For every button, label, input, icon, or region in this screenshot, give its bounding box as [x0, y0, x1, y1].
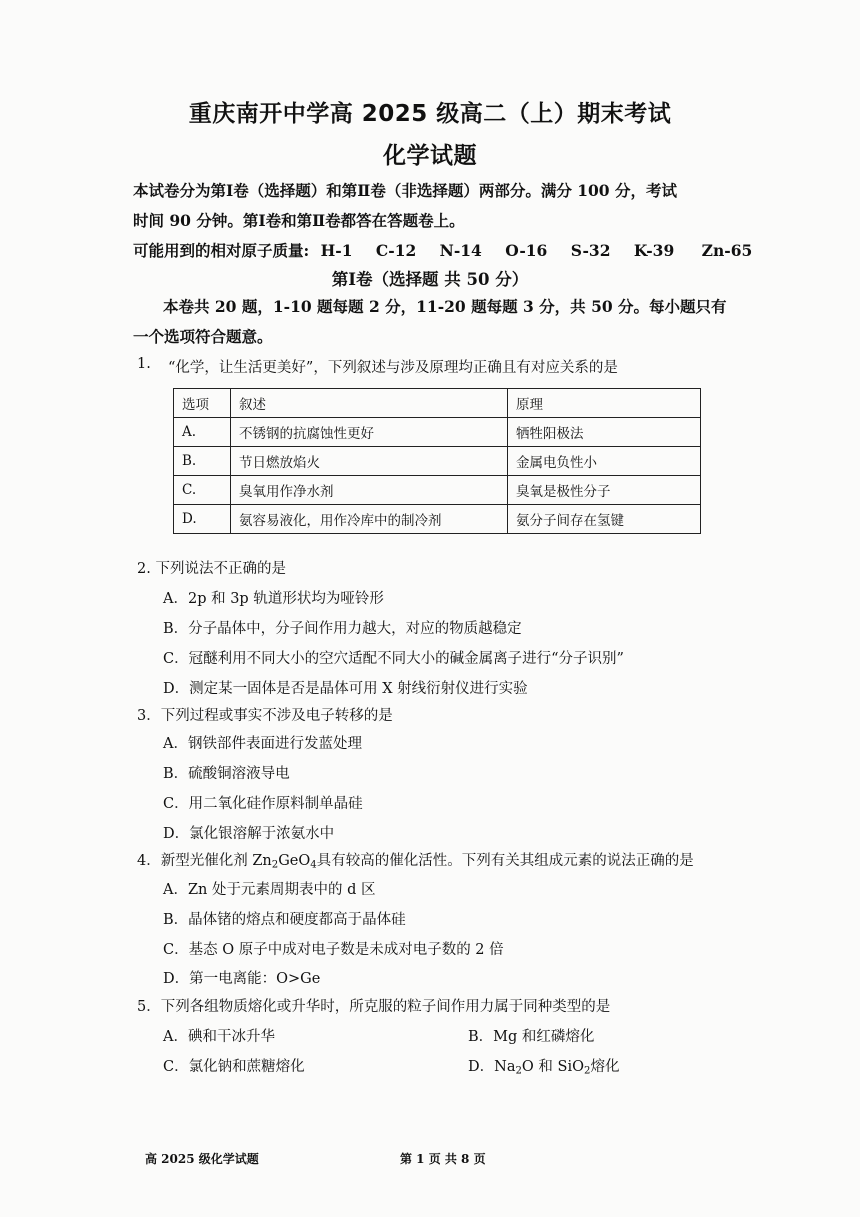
footer-left: 高 2025 级化学试题: [145, 1152, 259, 1166]
q3-option-a: A．钢铁部件表面进行发蓝处理: [163, 736, 362, 752]
table-row: [174, 418, 701, 447]
table-row: [174, 447, 701, 476]
q4-stem: [137, 849, 694, 870]
table-row: [174, 505, 701, 534]
q5-option-d-sub1: 2: [515, 1065, 522, 1077]
page-number: 第 1 页 共 8 页: [400, 1152, 486, 1166]
atomic-mass-k: K-39: [633, 241, 675, 260]
q5-option-b: B．Mg 和红磷熔化: [468, 1029, 595, 1045]
q2-option-d: D．测定某一固体是否是晶体可用 X 射线衍射仪进行实验: [163, 681, 528, 697]
q2-option-c: C．冠醚利用不同大小的空穴适配不同大小的碱金属离子进行“分子识别”: [163, 651, 624, 667]
table-cell: 金属电负性小: [508, 447, 701, 476]
table-cell: 氨分子间存在氢键: [508, 505, 701, 534]
q3-option-d: D．氯化银溶解于浓氨水中: [163, 826, 335, 842]
q5-stem: 5．下列各组物质熔化或升华时，所克服的粒子间作用力属于同种类型的是: [137, 999, 611, 1015]
table-cell: C.: [174, 476, 231, 505]
q4-stem-sub1: 2: [271, 859, 279, 871]
q5-option-d-pre: D．Na: [468, 1059, 516, 1075]
exam-subtitle: 化学试题: [383, 143, 477, 169]
atomic-mass-n: N-14: [439, 241, 482, 260]
q1-stem: “化学，让生活更美好”，下列叙述与涉及原理均正确且有对应关系的是: [168, 360, 618, 376]
table-cell: 氨容易液化，用作冷库中的制冷剂: [231, 505, 508, 534]
q3-option-c: C．用二氧化硅作原料制单晶硅: [163, 796, 363, 812]
q2-option-b: B．分子晶体中，分子间作用力越大，对应的物质越稳定: [163, 621, 522, 637]
q4-stem-pre: 4．新型光催化剂 Zn: [137, 853, 272, 869]
q4-stem-sub2: 4: [310, 859, 317, 871]
table-cell: 臭氧用作净水剂: [231, 476, 508, 505]
atomic-mass-label: 可能用到的相对原子质量:: [133, 241, 310, 260]
table-cell: 不锈钢的抗腐蚀性更好: [231, 418, 508, 447]
section-instructions-1: 本卷共 20 题，1-10 题每题 2 分，11-20 题每题 3 分，共 50 分。每小题只有: [163, 297, 727, 316]
atomic-mass-o: O-16: [505, 241, 548, 260]
q4-stem-post: 具有较高的催化活性。下列有关其组成元素的说法正确的是: [316, 853, 694, 869]
q5-option-a: A．碘和干冰升华: [163, 1029, 275, 1045]
q5-option-c: C．氯化钠和蔗糖熔化: [163, 1059, 305, 1075]
q4-option-c: C．基态 O 原子中成对电子数是未成对电子数的 2 倍: [163, 942, 504, 958]
exam-title: 重庆南开中学高 2025 级高二（上）期末考试: [188, 101, 672, 127]
atomic-mass-s: S-32: [570, 241, 611, 260]
table-cell: D.: [174, 505, 231, 534]
table-cell: 节日燃放焰火: [231, 447, 508, 476]
table-row: [174, 476, 701, 505]
atomic-mass-c: C-12: [375, 241, 417, 260]
table-cell: 牺牲阳极法: [508, 418, 701, 447]
q2-stem: 2. 下列说法不正确的是: [137, 561, 286, 577]
section-instructions-2: 一个选项符合题意。: [133, 327, 273, 346]
table-header-cell: 选项: [174, 389, 231, 418]
table-header-row: [174, 389, 701, 418]
q4-stem-mid: GeO: [278, 853, 311, 869]
table-cell: A.: [174, 418, 231, 447]
q4-option-a: A．Zn 处于元素周期表中的 d 区: [163, 882, 376, 898]
q4-option-d: D．第一电离能：O>Ge: [163, 971, 321, 987]
intro-line-2: 时间 90 分钟。第Ⅰ卷和第Ⅱ卷都答在答题卷上。: [133, 211, 465, 230]
q5-option-d-mid: O 和 SiO: [521, 1059, 584, 1075]
table-cell: 臭氧是极性分子: [508, 476, 701, 505]
q5-option-d: [468, 1055, 619, 1076]
q1-table: [173, 388, 701, 534]
q5-option-d-sub2: 2: [584, 1065, 591, 1077]
q4-option-b: B．晶体锗的熔点和硬度都高于晶体硅: [163, 912, 406, 928]
q3-option-b: B．硫酸铜溶液导电: [163, 766, 290, 782]
atomic-mass-h: H-1: [320, 241, 353, 260]
atomic-mass-zn: Zn-65: [701, 241, 753, 260]
section-heading: 第Ⅰ卷（选择题 共 50 分）: [331, 270, 529, 289]
intro-line-1: 本试卷分为第Ⅰ卷（选择题）和第Ⅱ卷（非选择题）两部分。满分 100 分，考试: [133, 181, 677, 200]
table-cell: B.: [174, 447, 231, 476]
q3-stem: 3．下列过程或事实不涉及电子转移的是: [137, 708, 393, 724]
table-header-cell: 叙述: [231, 389, 508, 418]
table-header-cell: 原理: [508, 389, 701, 418]
q2-option-a: A．2p 和 3p 轨道形状均为哑铃形: [163, 591, 384, 607]
q1-number: 1.: [137, 356, 151, 372]
atomic-mass-line: [133, 239, 752, 261]
q5-option-d-post: 熔化: [590, 1059, 620, 1075]
